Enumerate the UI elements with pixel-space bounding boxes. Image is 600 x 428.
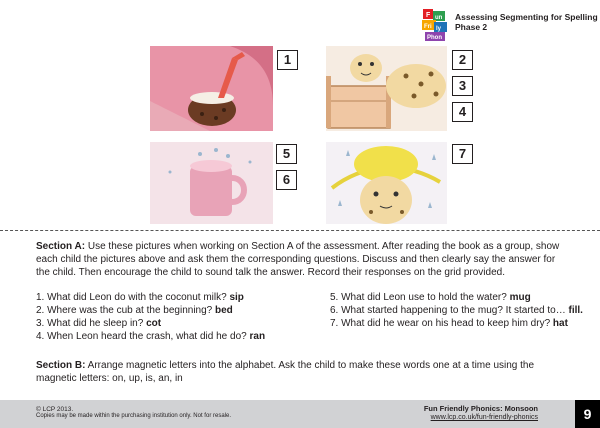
- section-b-text: Arrange magnetic letters into the alphabet. Ask the child to make these words one at a time using the magnetic letters: on, up, is, an, in: [36, 360, 535, 384]
- picture-number-2: 2: [452, 50, 473, 70]
- question-2: 2. Where was the cub at the beginning? bed: [36, 305, 233, 316]
- header-title-line1: Assessing Segmenting for Spelling: [455, 12, 598, 22]
- question-3: 3. What did he sleep in? cot: [36, 318, 162, 329]
- section-a-instructions: [36, 240, 568, 279]
- picture-number-4: 4: [452, 102, 473, 122]
- section-a-text: Use these pictures when working on Section A of the assessment. After reading the book as a group, show each child the pictures above and ask them the corresponding questions. Discuss and then clearly say the answer for the child. Then encourage the child to sound talk the answer. Record their responses on the grid provided.: [36, 241, 560, 278]
- svg-text:F: F: [426, 12, 431, 19]
- answer-3: cot: [146, 318, 162, 329]
- picture-number-3: 3: [452, 76, 473, 96]
- footer-book-title: Fun Friendly Phonics: Monsoon: [423, 404, 538, 413]
- picture-number-6: 6: [276, 170, 297, 190]
- picture-number-1: 1: [277, 50, 298, 70]
- question-1: 1. What did Leon do with the coconut milk? sip: [36, 292, 244, 303]
- svg-text:Fri: Fri: [424, 24, 432, 30]
- question-4: 4. When Leon heard the crash, what did he do? ran: [36, 331, 266, 342]
- picture-number-5: 5: [276, 144, 297, 164]
- svg-text:un: un: [435, 15, 443, 21]
- question-5: 5. What did Leon use to hold the water? mug: [330, 292, 531, 303]
- copyright-notice: [36, 406, 231, 420]
- answer-6: fill.: [568, 305, 583, 316]
- section-b-heading: Section B:: [36, 360, 86, 371]
- section-b-instructions: [36, 359, 536, 385]
- answer-1: sip: [229, 292, 244, 303]
- answer-2: bed: [215, 305, 233, 316]
- footer-url-link[interactable]: www.lcp.co.uk/fun-friendly-phonics: [430, 414, 538, 421]
- leopard-bed-picture: [326, 46, 447, 131]
- svg-text:Phon: Phon: [427, 35, 442, 41]
- fun-friendly-phonics-logo: [420, 8, 450, 42]
- picture-number-7: 7: [452, 144, 473, 164]
- cut-line-divider: [0, 230, 600, 231]
- mug-picture: [150, 142, 273, 224]
- answer-5: mug: [509, 292, 531, 303]
- answer-4: ran: [249, 331, 266, 342]
- question-7: 7. What did he wear on his head to keep him dry? hat: [330, 318, 568, 329]
- page-number: 9: [575, 400, 600, 428]
- copyright-line: © LCP 2013.: [36, 406, 74, 413]
- svg-text:ly: ly: [436, 26, 442, 32]
- answer-7: hat: [552, 318, 568, 329]
- leopard-hat-picture: [326, 142, 447, 224]
- question-6: 6. What started happening to the mug? It started to… fill.: [330, 305, 583, 316]
- section-a-heading: Section A:: [36, 241, 86, 252]
- header-title-line2: Phase 2: [455, 22, 488, 32]
- header-title: [455, 12, 598, 32]
- coconut-picture: [150, 46, 273, 131]
- copy-permission-line: Copies may be made within the purchasing institution only. Not for resale.: [36, 413, 231, 419]
